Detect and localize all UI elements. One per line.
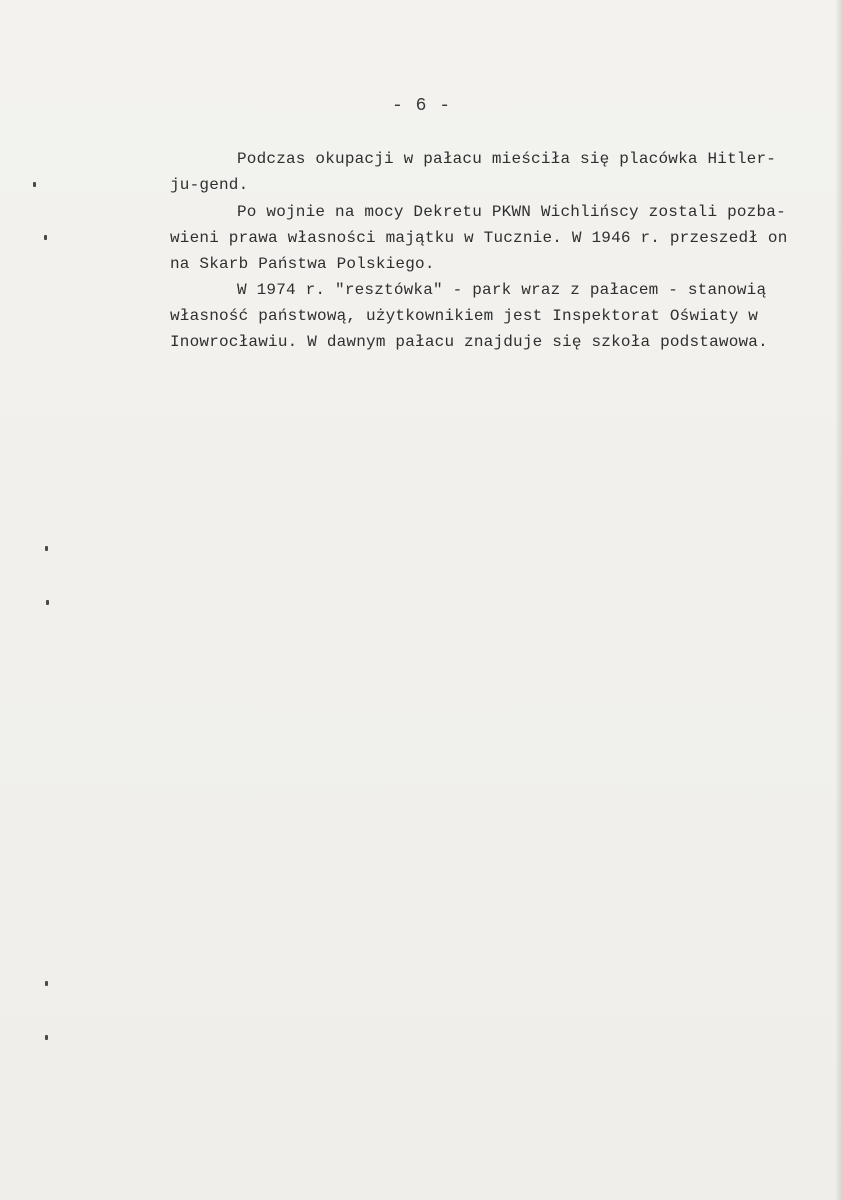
margin-mark [45, 981, 48, 986]
text-line: na Skarb Państwa Polskiego. [170, 255, 435, 273]
text-line: Podczas okupacji w pałacu mieściła się placówka Hitler- [237, 150, 777, 168]
text-line: własność państwową, użytkownikiem jest Inspektorat Oświaty w [170, 307, 759, 325]
text-line: W 1974 r. "resztówka" - park wraz z pałacem - stanowią [237, 281, 767, 299]
margin-mark [46, 600, 49, 605]
page-number: - 6 - [391, 96, 451, 116]
text-line: ju-gend. [170, 176, 249, 194]
margin-mark [33, 182, 36, 187]
margin-mark [44, 235, 47, 240]
text-line: Po wojnie na mocy Dekretu PKWN Wichlińscy zostali pozba- [237, 203, 786, 221]
margin-mark [45, 546, 48, 551]
text-line: Inowrocławiu. W dawnym pałacu znajduje się szkoła podstawowa. [170, 333, 768, 351]
page-edge-shadow [835, 0, 843, 1200]
text-line: wieni prawa własności majątku w Tucznie. W 1946 r. przeszedł on [170, 229, 788, 247]
margin-mark [45, 1035, 48, 1040]
